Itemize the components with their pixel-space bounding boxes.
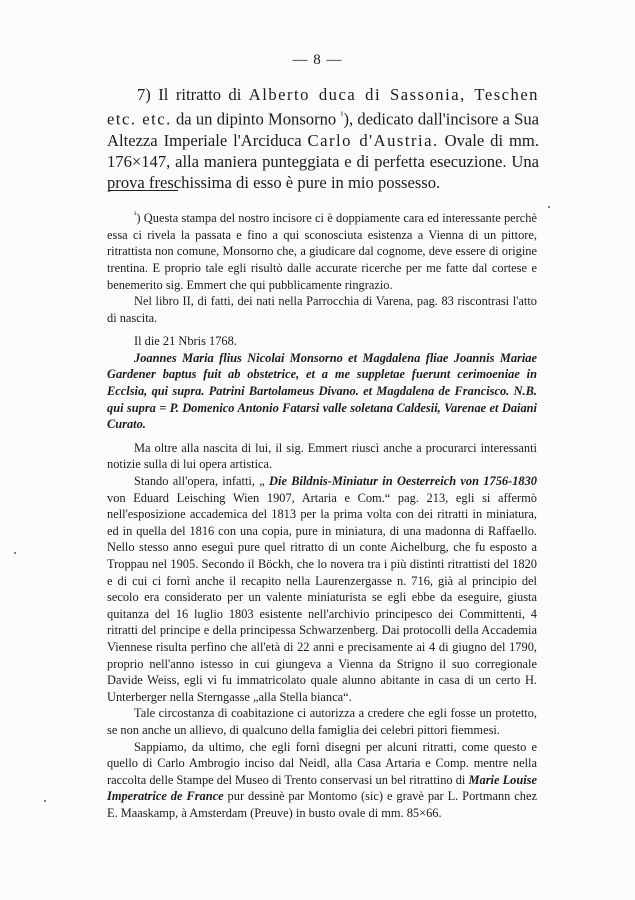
main-text-4: Ovale di mm. 176×147, alla maniera punteggiata e di perfetta esecuzione. Una prova freschissima di esso è pure in mio possesso. — [107, 130, 539, 193]
paper-speck — [548, 206, 550, 208]
footnote-8-text-a: Sappiamo, da ultimo, che egli fornì disegni per alcuni ritratti, come questo e quello di Carlo Ambrogio inciso dal Neidl, alla Casa Artaria e Comp. mentre nella raccolta delle Stampe del Museo di Trento conservasi un bel ritrattino di — [107, 739, 537, 787]
footnote-5: Ma oltre alla nascita di lui, il sig. Emmert riuscì anche a procurarci interessanti notizie sulla di lui opera artistica. — [107, 440, 537, 472]
footnote-8-text-b: pur dessinè par Montomo (sic) e gravè par L. Portmann chez E. Maaskamp, à Amsterdam (Preuve) in busto ovale di mm. 85×66. — [107, 789, 537, 820]
footnote-6 — [107, 473, 537, 705]
footnote-7: Tale circostanza di coabitazione ci autorizza a credere che egli fosse un protetto, se non anche un allievo, di qualcuno della famiglia dei celebri pittori fiemmesi. — [107, 706, 537, 737]
footnote-8 — [107, 739, 537, 822]
footnote-3: Il die 21 Nbris 1768. — [134, 334, 237, 349]
footnote-2: Nel libro II, di fatti, dei nati nella Parrocchia di Varena, pag. 83 riscontrasi l'atto di nascita. — [107, 294, 537, 325]
footnote-6-text-b: von Eduard Leisching Wien 1907, Artaria e Com.“ pag. 213, egli si affermò nell'esposizione accademica del 1813 per la prima volta con dei ritratti in miniatura, ed in quella del 1816 con una copia, pure in miniatura, di una madonna di Raffaello. Nello stesso anno eseguì pure quel ritratto di un conte Aichelburg, che fu esposto a Troppau nel 1905. Secondo il Böckh, che lo novera tra i più distinti ritrattisti del 1820 e di cui ci fornì anche il recapito nella Laurenzergasse n. 716, già al principio del secolo era considerato per un valente miniaturista se egli ebbe da eseguire, giusta quitanza del 16 luglio 1803 esistente nell'archivio principesco dei Committenti, 4 ritratti del principe e della principessa Schwarzenberg. Dai protocolli della Accademia Viennese risulta perfino che all'età di 22 anni e precisamente ai 4 di giugno del 1790, proprio nell'anno istesso in cui giungeva a Vienna da Strigno il suo corregionale Davide Weiss, egli vi fu immatricolato quale alunno abitante in casa di un certo H. Unterberger nella Sterngasse „alla Stella bianca“. — [107, 490, 537, 704]
paper-speck — [44, 800, 46, 802]
footnote-1-marker: ¹ — [134, 210, 137, 219]
footnote-1-text: ) Questa stampa del nostro incisore ci è doppiamente cara ed interessante perchè essa ci rivela la passata e fino a qui sconosciuta esistenza a Vienna di un pittore, ritrattista non comune, Monsorno che, a giudicare dal cognome, deve essere di origine trentina. E proprio tale egli risultò dalle accurate ricerche per me fatte dal cortese e benemerito sig. Emmert che qui pubblicamente ringrazio. — [107, 211, 537, 292]
main-spaced-2: Carlo d'Austria. — [307, 130, 439, 150]
main-text-1: 7) Il ritratto di — [137, 85, 249, 104]
footnote-6-text-a: Stando all'opera, infatti, „ — [134, 474, 270, 489]
main-text-2: da un dipinto Monsorno — [171, 109, 341, 129]
main-spaced-1: Alberto duca di Sassonia, Teschen etc. etc. — [107, 85, 539, 129]
footnote-4-latin: Joannes Maria flius Nicolai Monsorno et Magdalena fliae Joannis Mariae Gardener baptus fuit ab obstetrice, et a me suppletae fuerunt cerimoeniae in Ecclsia, qui supra. Patrini Bartolameus Divano. et Magdalena de Francisco. N.B. qui supra = P. Domenico Antonio Fatarsi valle soletana Caldesii, Varenae et Daiani Curato. — [107, 350, 537, 432]
page-number: — 8 — — [292, 52, 343, 68]
main-text-3: ), dedicato dall'incisore a Sua Altezza Imperiale l'Arciduca — [107, 109, 539, 150]
main-paragraph — [107, 84, 539, 194]
footnote-reference: ¹ — [340, 110, 344, 122]
footnote-6-title: Die Bildnis-Miniatur in Oesterreich von 1756-1830 — [269, 474, 537, 489]
footnote-8-title: Marie Louise Imperatrice de France — [107, 772, 538, 804]
footnote-1 — [107, 207, 537, 293]
paper-speck — [14, 552, 16, 554]
footnotes — [107, 207, 537, 822]
footnote-rule — [108, 190, 178, 191]
